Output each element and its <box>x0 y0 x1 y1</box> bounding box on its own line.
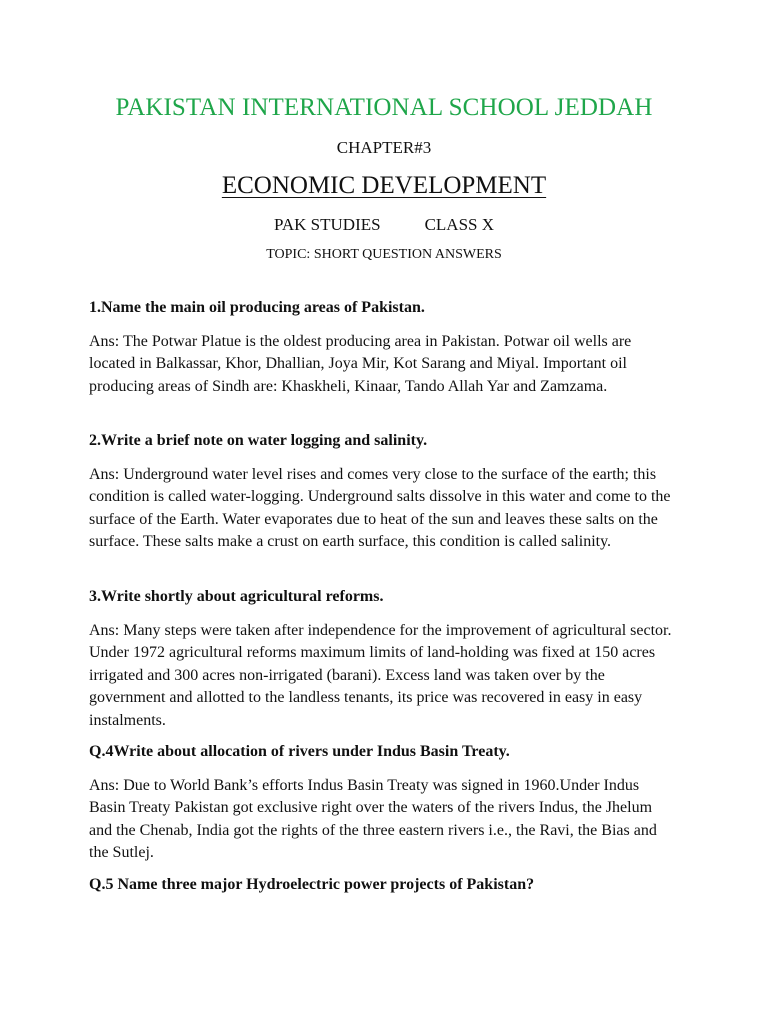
question-1: 1.Name the main oil producing areas of Pakistan. <box>89 299 425 316</box>
answer-4: Ans: Due to World Bank’s efforts Indus Basin Treaty was signed in 1960.Under Indus Basin Treaty Pakistan got exclusive right over the waters of the rivers Indus, the Jhelum and the Chenab, India got the rights of the three eastern rivers i.e., the Ravi, the Bias and the Sutlej. <box>89 777 657 862</box>
page-title <box>0 170 768 202</box>
question-3: 3.Write shortly about agricultural reforms. <box>89 588 384 605</box>
question-4: Q.4Write about allocation of rivers under Indus Basin Treaty. <box>89 743 510 760</box>
answer-1: Ans: The Potwar Platue is the oldest producing area in Pakistan. Potwar oil wells are located in Balkassar, Khor, Dhallian, Joya Mir, Kot Sarang and Miyal. Important oil producing areas of Sindh are: Khaskheli, Kinaar, Tando Allah Yar and Zamzama. <box>89 333 632 395</box>
question-5: Q.5 Name three major Hydroelectric power projects of Pakistan? <box>89 876 535 893</box>
question-2: 2.Write a brief note on water logging and salinity. <box>89 432 428 449</box>
answer-3: Ans: Many steps were taken after independence for the improvement of agricultural sector. Under 1972 agricultural reforms maximum limits of land-holding was fixed at 150 acres irrigated and 300 acres non-irrigated (barani). Excess land was taken over by the government and allotted to the landless tenants, its price was recovered in easy in easy instalments. <box>89 622 672 729</box>
chapter-label: CHAPTER#3 <box>336 138 432 157</box>
school-name: PAKISTAN INTERNATIONAL SCHOOL JEDDAH <box>115 94 653 121</box>
subject-label: PAK STUDIES <box>273 215 381 234</box>
page-title-text: ECONOMIC DEVELOPMENT <box>221 172 547 199</box>
class-label: CLASS X <box>424 215 495 234</box>
topic-label: TOPIC: SHORT QUESTION ANSWERS <box>266 247 502 262</box>
subject-row <box>0 213 768 237</box>
answer-2: Ans: Underground water level rises and comes very close to the surface of the earth; this condition is called water-logging. Underground salts dissolve in this water and come to the surface of the Earth. Water evaporates due to heat of the sun and leaves these salts on the surface. These salts make a crust on earth surface, this condition is called salinity. <box>89 466 671 551</box>
